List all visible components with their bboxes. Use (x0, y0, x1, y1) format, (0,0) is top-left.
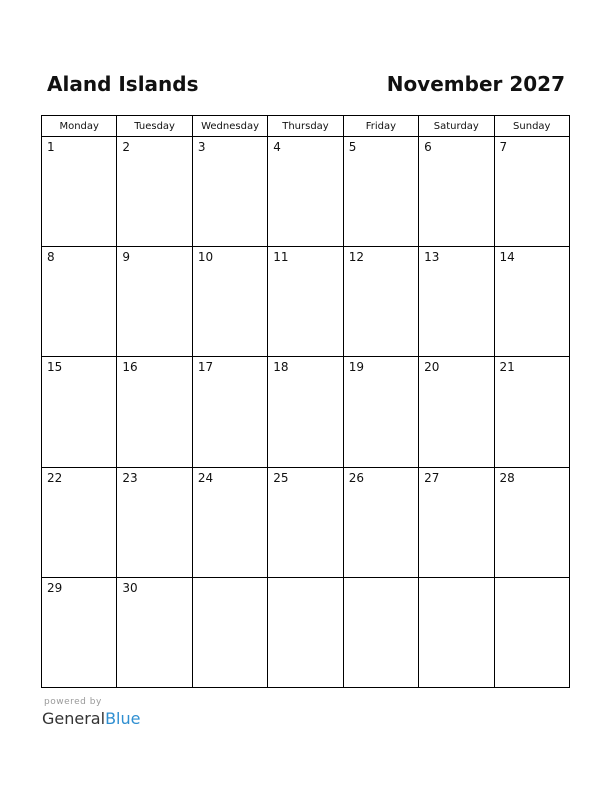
day-cell (192, 137, 267, 247)
day-cell (343, 577, 418, 687)
day-number: 9 (122, 250, 131, 265)
day-cell (268, 137, 343, 247)
brand-general-text: General (42, 709, 106, 728)
week-row (42, 247, 570, 357)
day-number (419, 578, 493, 581)
day-cell (494, 357, 569, 467)
day-number: 27 (424, 470, 440, 485)
day-number: 10 (197, 250, 214, 265)
weekday-saturday: Saturday (419, 116, 494, 137)
day-cell (268, 357, 343, 467)
day-number: 20 (424, 360, 440, 375)
day-number: 23 (122, 470, 138, 485)
powered-by-text: powered by (44, 697, 102, 707)
day-cell (42, 467, 117, 577)
day-cell (117, 577, 192, 687)
day-number (268, 578, 342, 581)
week-row (42, 467, 570, 577)
day-cell (192, 357, 267, 467)
day-cell (42, 247, 117, 357)
day-number: 3 (197, 140, 206, 154)
day-number: 18 (273, 360, 289, 375)
day-cell (494, 577, 569, 687)
brand-blue-text: Blue (105, 709, 141, 728)
day-number: 16 (122, 360, 138, 375)
day-cell (117, 137, 192, 247)
day-cell (192, 577, 267, 687)
day-number: 19 (348, 360, 364, 375)
weekday-header-row (42, 116, 570, 137)
day-number: 30 (122, 580, 138, 595)
day-number: 13 (424, 250, 440, 265)
day-number: 11 (273, 250, 289, 265)
day-number: 4 (273, 140, 281, 154)
footer-branding (42, 697, 140, 729)
weekday-tuesday: Tuesday (117, 116, 192, 137)
day-number (193, 578, 267, 581)
day-cell (192, 467, 267, 577)
weekday-monday: Monday (42, 116, 117, 137)
day-cell (419, 247, 494, 357)
weekday-thursday: Thursday (268, 116, 343, 137)
day-number: 7 (499, 140, 508, 154)
day-cell (419, 137, 494, 247)
day-cell (268, 247, 343, 357)
day-cell (343, 357, 418, 467)
day-cell (268, 467, 343, 577)
day-number: 21 (499, 360, 515, 375)
calendar-grid (41, 115, 570, 688)
region-title: Aland Islands (47, 72, 199, 96)
day-number: 29 (47, 580, 63, 595)
day-number: 1 (47, 140, 55, 154)
day-number: 24 (197, 470, 214, 485)
day-number: 2 (122, 140, 131, 154)
day-number: 5 (348, 140, 357, 154)
day-cell (268, 577, 343, 687)
month-year-title: November 2027 (386, 72, 565, 96)
day-number: 14 (499, 250, 515, 265)
day-cell (419, 577, 494, 687)
weekday-sunday: Sunday (494, 116, 569, 137)
day-cell (419, 357, 494, 467)
day-cell (117, 357, 192, 467)
day-cell (117, 467, 192, 577)
day-number: 17 (197, 360, 214, 375)
day-number: 26 (348, 470, 364, 485)
day-cell (343, 137, 418, 247)
day-cell (494, 137, 569, 247)
day-cell (343, 247, 418, 357)
day-cell (494, 467, 569, 577)
day-cell (343, 467, 418, 577)
day-cell (192, 247, 267, 357)
day-number: 15 (47, 360, 63, 375)
weekday-friday: Friday (343, 116, 418, 137)
day-number (495, 578, 569, 581)
week-row (42, 357, 570, 467)
day-number (344, 578, 418, 581)
week-row (42, 137, 570, 247)
day-number: 28 (499, 470, 515, 485)
day-cell (42, 137, 117, 247)
day-cell (42, 577, 117, 687)
day-cell (42, 357, 117, 467)
day-cell (117, 247, 192, 357)
day-cell (494, 247, 569, 357)
day-number: 25 (273, 470, 289, 485)
day-number: 12 (348, 250, 364, 265)
generalblue-logo[interactable] (42, 709, 140, 729)
day-number: 6 (424, 140, 432, 154)
weekday-wednesday: Wednesday (192, 116, 267, 137)
day-number: 8 (47, 250, 55, 265)
day-number: 22 (47, 470, 63, 485)
week-row (42, 577, 570, 687)
day-cell (419, 467, 494, 577)
